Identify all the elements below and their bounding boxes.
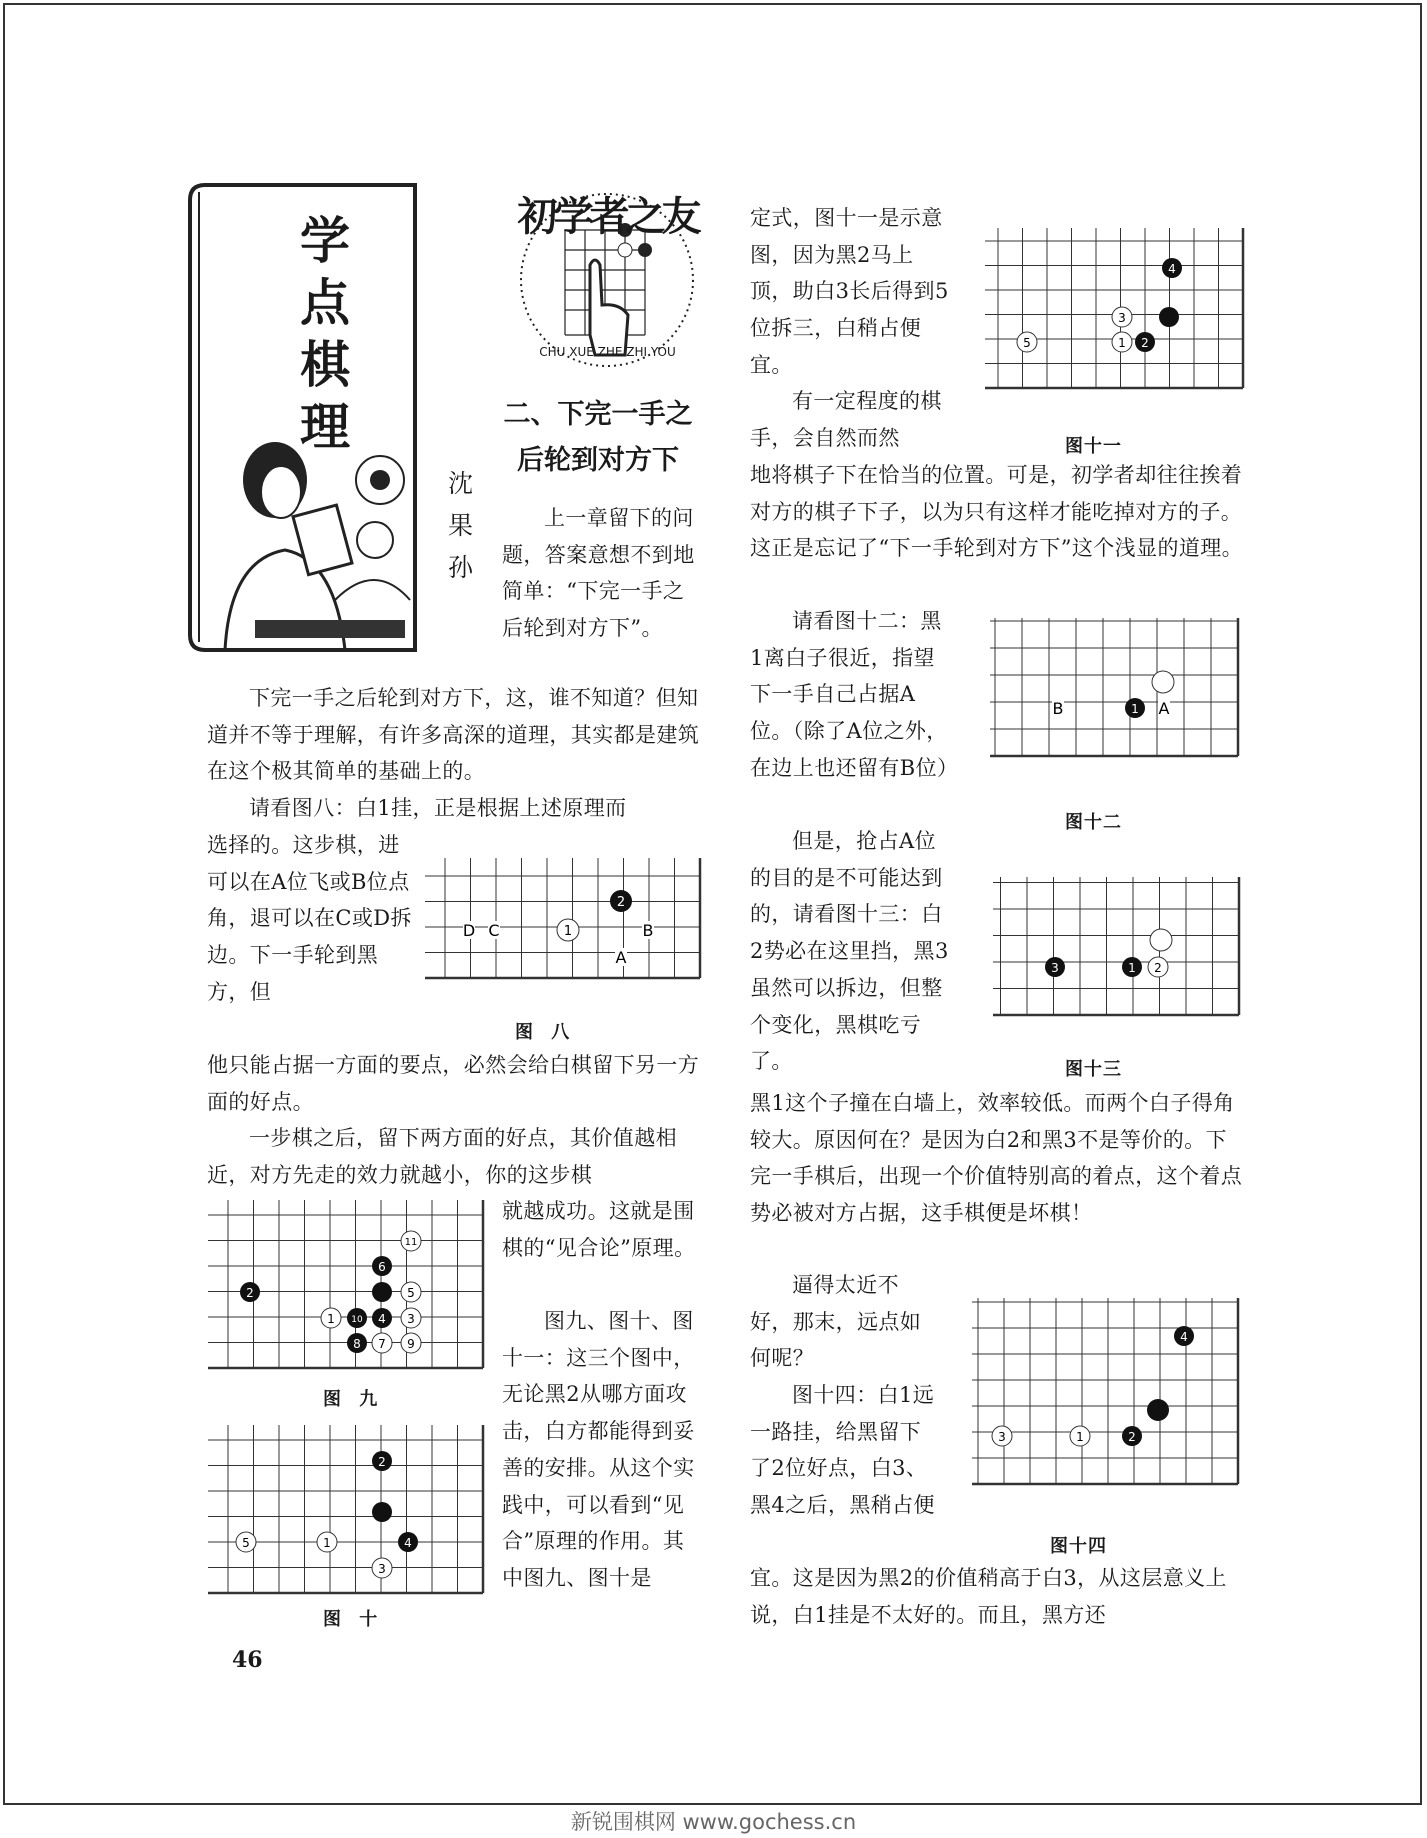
stone-number: 3	[407, 1312, 415, 1326]
figure-caption: 图 十	[323, 1609, 384, 1630]
stone-number: 4	[378, 1312, 386, 1326]
paragraph: 请看图十二：黑1离白子很近，指望下一手自己占据A位。（除了A位之外，在边上也还留有B位）	[750, 609, 959, 780]
stone-number: 6	[378, 1260, 386, 1274]
figure-caption: 图十一	[1065, 436, 1122, 457]
series-logo	[510, 185, 705, 375]
stone-number: 7	[378, 1337, 386, 1351]
point-label-d: D	[462, 921, 476, 940]
figure-caption: 图十三	[1065, 1059, 1122, 1080]
figure-caption: 图十二	[1065, 812, 1122, 833]
paragraph: 逼得太近不好，那末，远点如何呢？	[750, 1273, 922, 1371]
paragraph: 图十四：白1远一路挂，给黑留下了2位好点，白3、黑4之后，黑稍占便	[750, 1383, 935, 1518]
footer-watermark: 新锐围棋网 www.gochess.cn	[570, 1810, 857, 1834]
stone-number: 9	[407, 1337, 415, 1351]
go-diagram-fig10	[208, 1425, 486, 1597]
stone-number: 1	[1131, 702, 1139, 716]
stone-number: 3	[1118, 311, 1126, 325]
section-title-line-1: 二、下完一手之	[503, 399, 693, 430]
stone-number: 4	[404, 1536, 412, 1550]
point-label-b: B	[642, 921, 654, 940]
stone-number: 1	[327, 1312, 335, 1326]
point-label-a: A	[1158, 699, 1170, 718]
page-number: 46	[232, 1647, 263, 1673]
paragraph: 下完一手之后轮到对方下，这，谁不知道？但知道并不等于理解，有许多高深的道理，其实都是建筑在这个极其简单的基础上的。	[207, 686, 700, 784]
stone-number: 2	[378, 1455, 386, 1469]
stone-number: 1	[1118, 336, 1126, 350]
stone-number: 3	[378, 1562, 386, 1576]
intro-paragraph: 上一章留下的问题，答案意想不到地简单：“下完一手之后轮到对方下”。	[502, 506, 695, 641]
stone-number: 1	[323, 1536, 331, 1550]
go-diagram-fig13	[993, 877, 1243, 1019]
paragraph: 地将棋子下在恰当的位置。可是，初学者却往往挨着对方的棋子下子，以为只有这样才能吃掉对方的子。这正是忘记了“下一手轮到对方下”这个浅显的道理。	[750, 463, 1244, 561]
stone-number: 3	[1051, 961, 1059, 975]
point-label-a: A	[615, 948, 627, 967]
go-diagram-fig9	[208, 1200, 486, 1372]
stone-number: 1	[563, 924, 573, 939]
stone-number: 1	[1076, 1430, 1084, 1444]
stone-number: 8	[353, 1337, 361, 1351]
go-diagram-fig12	[990, 618, 1242, 760]
stone-number: 1	[1128, 961, 1136, 975]
stone-number: 10	[351, 1315, 363, 1325]
stone-number: 2	[1141, 336, 1149, 350]
go-diagram-fig8	[425, 858, 705, 983]
stone-number: 2	[1154, 961, 1162, 975]
stone-number: 5	[242, 1536, 250, 1550]
point-label-c: C	[488, 921, 500, 940]
paragraph: 一步棋之后，留下两方面的好点，其价值越相近，对方先走的效力就越小，你的这步棋	[207, 1126, 677, 1187]
stone-number: 5	[407, 1286, 415, 1300]
paragraph: 宜。这是因为黑2的价值稍高于白3，从这层意义上说，白1挂是不太好的。而且，黑方还	[750, 1566, 1227, 1627]
paragraph: 黑1这个子撞在白墙上，效率较低。而两个白子得角较大。原因何在？是因为白2和黑3不是等价的。下完一手棋后，出现一个价值特别高的着点，这个着点势必被对方占据，这手棋便是坏棋！	[750, 1091, 1243, 1226]
paragraph: 请看图八：白1挂，正是根据上述原理而	[249, 796, 627, 820]
author: 沈果孙	[448, 469, 474, 582]
stone-number: 4	[1168, 262, 1176, 276]
point-label-b: B	[1052, 699, 1064, 718]
paragraph: 他只能占据一方面的要点，必然会给白棋留下另一方面的好点。	[207, 1053, 700, 1114]
stone-number: 3	[998, 1430, 1006, 1444]
section-title-line-2: 后轮到对方下	[517, 445, 679, 476]
series-logo-pinyin: CHU XUE ZHE ZHI YOU	[539, 345, 676, 359]
stone-number: 11	[404, 1237, 418, 1248]
figure-caption: 图 八	[515, 1022, 576, 1043]
column-title: 学点棋理	[300, 212, 350, 456]
section-title	[488, 392, 708, 484]
figure-caption: 图十四	[1050, 1536, 1107, 1557]
go-diagram-fig11	[985, 228, 1247, 393]
stone-number: 2	[616, 895, 626, 910]
stone-number: 2	[246, 1286, 254, 1300]
figure-caption: 图 九	[323, 1389, 384, 1410]
paragraph: 但是，抢占A位的目的是不可能达到的，请看图十三：白2势必在这里挡，黑3虽然可以拆边，但整个变化，黑棋吃亏了。	[750, 829, 949, 1074]
paragraph: 就越成功。这就是围棋的“见合论”原理。	[502, 1199, 696, 1260]
paragraph: 图九、图十、图十一：这三个图中，无论黑2从哪方面攻击，白方都能得到妥善的安排。从这个实践中，可以看到“见合”原理的作用。其中图九、图十是	[502, 1309, 695, 1590]
stone-number: 5	[1023, 336, 1031, 350]
series-logo-text: 初学者之友	[517, 194, 698, 240]
go-diagram-fig14	[972, 1298, 1242, 1488]
stone-number: 2	[1128, 1430, 1136, 1444]
paragraph: 有一定程度的棋手，会自然而然	[750, 389, 942, 450]
stone-number: 4	[1180, 1330, 1188, 1344]
paragraph: 选择的。这步棋，进可以在A位飞或B位点角，退可以在C或D拆边。下一手轮到黑方，但	[207, 833, 412, 1004]
paragraph: 定式，图十一是示意图，因为黑2马上顶，助白3长后得到5位拆三，白稍占便宜。	[750, 206, 949, 377]
